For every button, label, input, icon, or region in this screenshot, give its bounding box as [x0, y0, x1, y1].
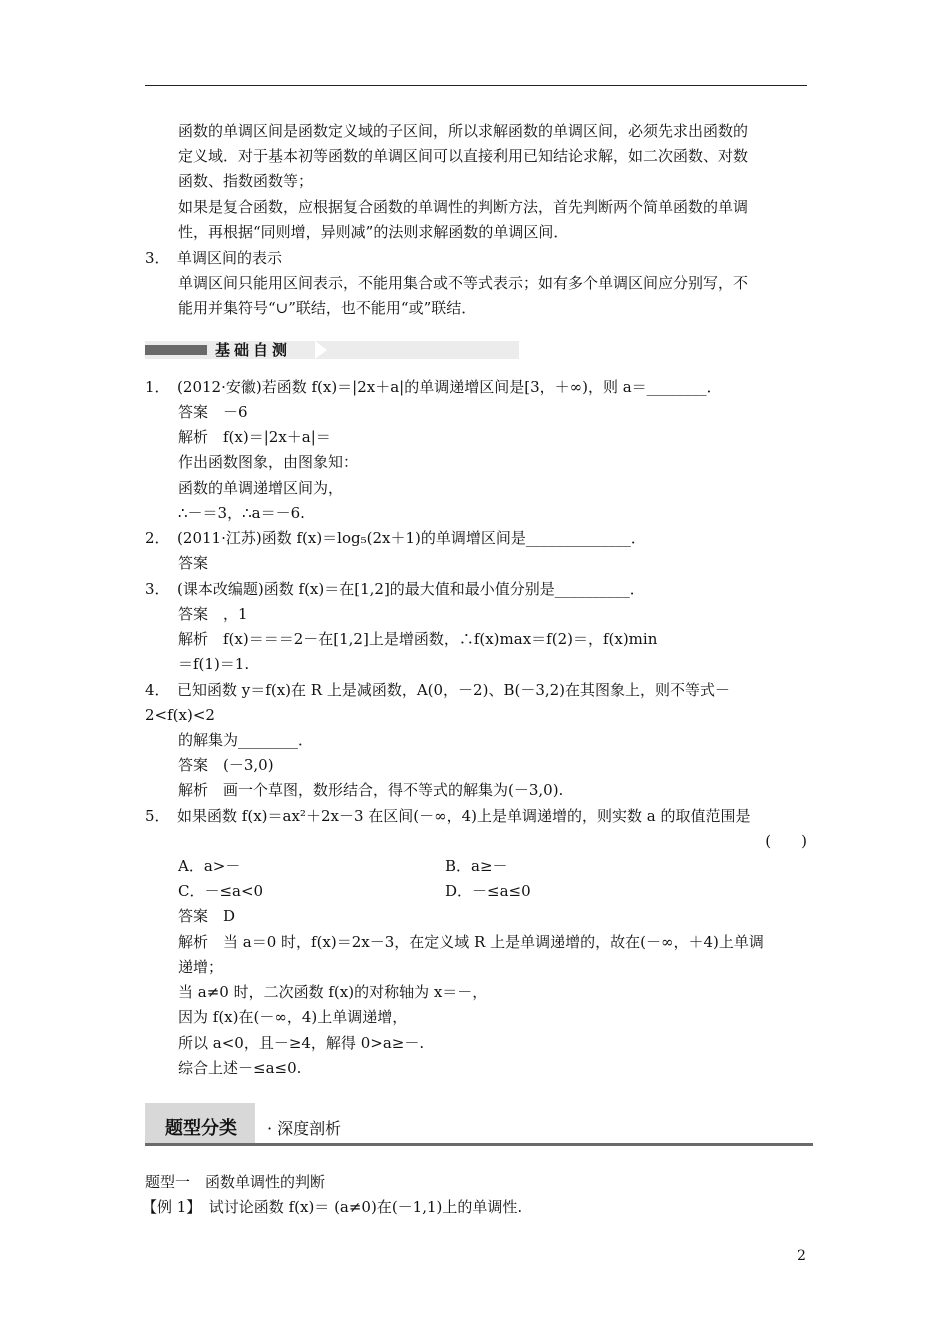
problem-1-answer: 答案 －6	[178, 403, 248, 421]
problem-2-stem: 2． (2011·江苏)函数 f(x)＝log₅(2x＋1)的单调增区间是______________．	[145, 529, 646, 547]
problem-5-option-c: C．－≤a<0	[178, 882, 264, 900]
problem-2-answer: 答案	[178, 554, 209, 572]
problem-3-sol-line1: 解析 f(x)＝＝＝2－在[1,2]上是增函数，∴f(x)max＝f(2)＝，f(x)min	[178, 630, 658, 648]
problem-3-sol-line2: ＝f(1)＝1.	[178, 655, 250, 673]
intro-p1-line3: 函数、指数函数等；	[178, 172, 314, 190]
intro-p2-line2: 性，再根据“同则增，异则减”的法则求解函数的单调区间．	[178, 223, 569, 241]
type-1-title: 题型一 函数单调性的判断	[145, 1173, 326, 1191]
problem-5-bracket: ( )	[765, 832, 807, 850]
section-header-subtitle: · 深度剖析	[267, 1119, 342, 1138]
problem-4-solution: 解析 画一个草图，数形结合，得不等式的解集为(－3,0).	[178, 781, 564, 799]
section-title: 基础自测	[215, 341, 292, 359]
problem-5-answer: 答案 D	[178, 907, 236, 925]
item3-body-line2: 能用并集符号“∪”联结，也不能用“或”联结．	[178, 299, 477, 317]
problem-1-sol-line1: 解析 f(x)＝|2x＋a|＝	[178, 428, 331, 446]
problem-1-sol-line3: 函数的单调递增区间为，	[178, 479, 344, 497]
problem-4-stem-line3: 的解集为________．	[178, 731, 314, 749]
section-header-rule	[145, 1143, 813, 1146]
section-header-basic	[145, 341, 519, 359]
problem-5-sol-line2: 递增；	[178, 958, 224, 976]
problem-4-stem-line2: 2<f(x)<2	[145, 706, 215, 724]
section-arrow-icon	[315, 341, 327, 359]
page-number: 2	[797, 1248, 806, 1264]
problem-5-sol-line1: 解析 当 a＝0 时，f(x)＝2x－3，在定义域 R 上是单调递增的，故在(－∞，＋4)上单调	[178, 933, 764, 951]
problem-1-sol-line2: 作出函数图象，由图象知：	[178, 453, 359, 471]
section-bar-accent	[145, 345, 207, 355]
problem-5-sol-line4: 因为 f(x)在(－∞，4)上单调递增，	[178, 1008, 408, 1026]
problem-5-option-a: A．a>－	[178, 857, 241, 875]
problem-4-answer: 答案 (－3,0)	[178, 756, 274, 774]
problem-5-stem: 5． 如果函数 f(x)＝ax²＋2x－3 在区间(－∞，4)上是单调递增的，则实数 a 的取值范围是	[145, 807, 751, 825]
section-header-types	[145, 1103, 813, 1145]
section-header-title: 题型分类	[165, 1118, 237, 1139]
problem-5-sol-line6: 综合上述－≤a≤0.	[178, 1059, 302, 1077]
problem-1-sol-line4: ∴－＝3，∴a＝－6.	[178, 504, 305, 522]
example-1: 【例 1】 试讨论函数 f(x)＝ (a≠0)在(－1,1)上的单调性.	[142, 1198, 523, 1216]
problem-1-stem: 1． (2012·安徽)若函数 f(x)＝|2x＋a|的单调递增区间是[3，＋∞)，则 a＝________．	[145, 378, 722, 396]
intro-p1-line1: 函数的单调区间是函数定义域的子区间，所以求解函数的单调区间，必须先求出函数的	[178, 122, 749, 140]
intro-p2-line1: 如果是复合函数，应根据复合函数的单调性的判断方法，首先判断两个简单函数的单调	[178, 198, 749, 216]
problem-4-stem-line1: 4． 已知函数 y＝f(x)在 R 上是减函数，A(0，－2)、B(－3,2)在其图象上，则不等式－	[145, 681, 731, 699]
problem-5-sol-line3: 当 a≠0 时，二次函数 f(x)的对称轴为 x＝－，	[178, 983, 488, 1001]
item3-body-line1: 单调区间只能用区间表示，不能用集合或不等式表示；如有多个单调区间应分别写，不	[178, 274, 749, 292]
problem-5-option-d: D．－≤a≤0	[445, 882, 531, 900]
header-rule	[145, 85, 807, 86]
intro-p1-line2: 定义域．对于基本初等函数的单调区间可以直接利用已知结论求解，如二次函数、对数	[178, 147, 749, 165]
problem-3-answer: 答案 ，1	[178, 605, 248, 623]
problem-3-stem: 3． (课本改编题)函数 f(x)＝在[1,2]的最大值和最小值分别是__________．	[145, 580, 645, 598]
problem-5-option-b: B．a≥－	[445, 857, 508, 875]
problem-5-sol-line5: 所以 a<0，且－≥4，解得 0>a≥－.	[178, 1034, 425, 1052]
item3-title: 3． 单调区间的表示	[145, 249, 283, 267]
